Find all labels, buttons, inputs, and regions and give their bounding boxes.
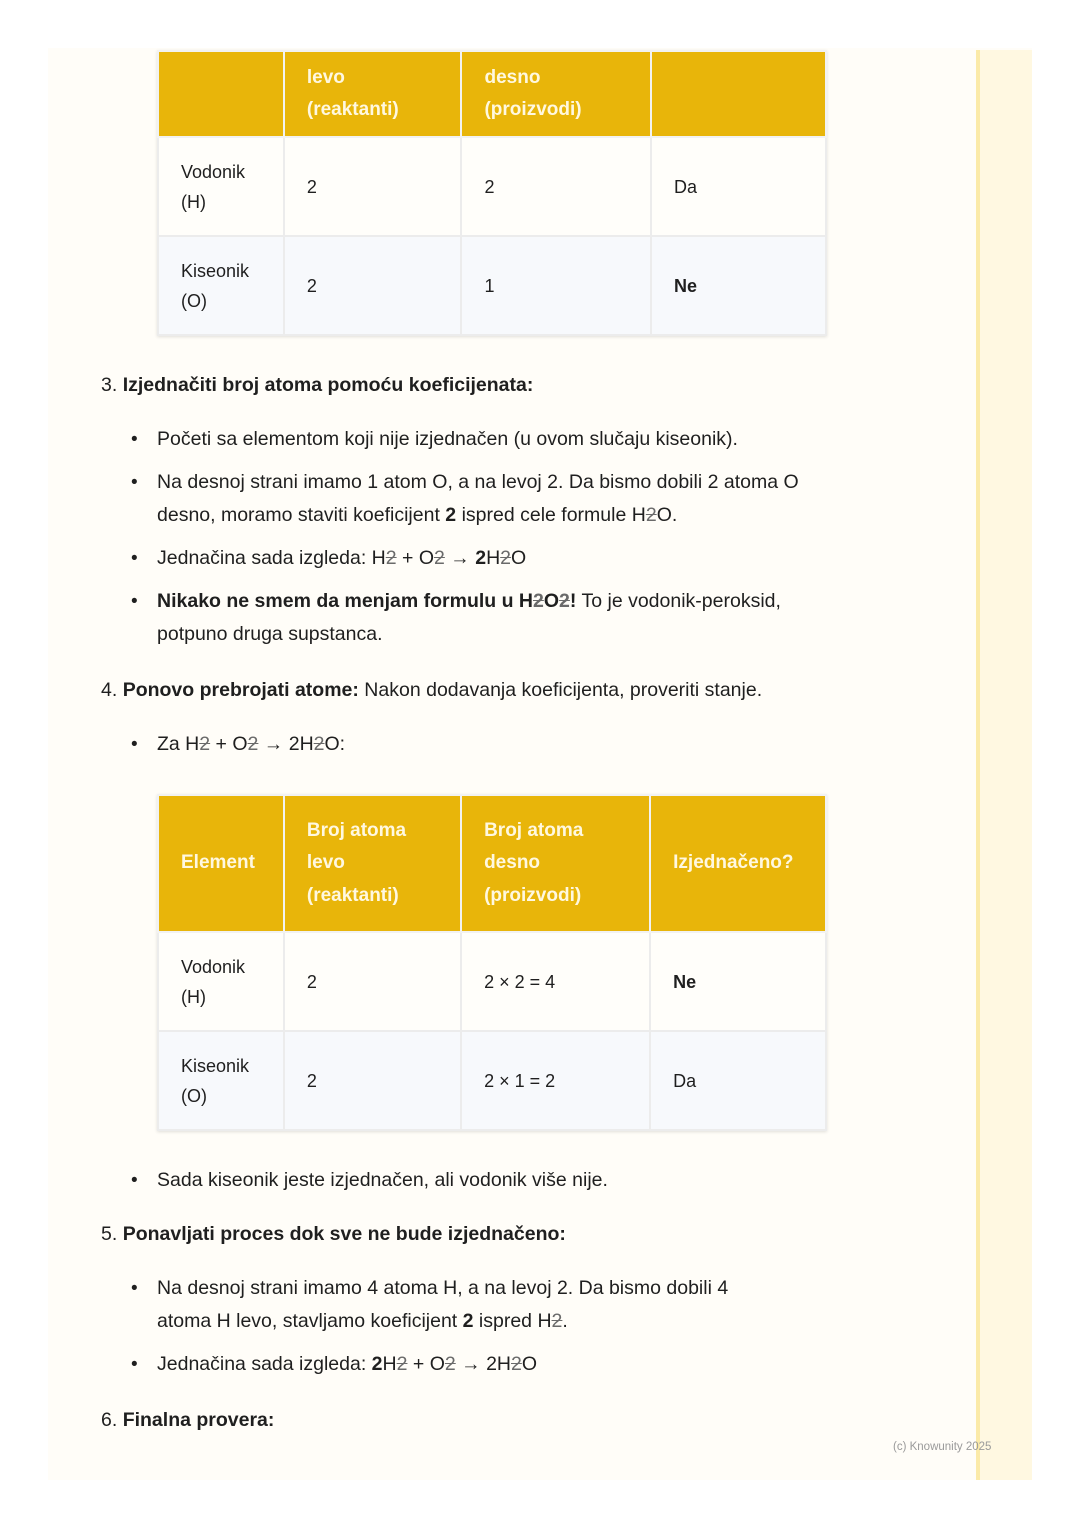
step-4-list — [131, 728, 831, 761]
text: ispred H — [473, 1310, 552, 1332]
list-item — [131, 542, 831, 575]
step-title: Ponovo prebrojati atome: — [122, 679, 359, 701]
text: H — [382, 1353, 397, 1375]
copyright-footer: (c) Knowunity 2025 — [893, 1441, 992, 1453]
arrow: → — [444, 547, 476, 569]
table-row — [158, 932, 826, 1031]
step-5-heading — [101, 1219, 566, 1249]
element-cell: Vodonik (H) — [158, 137, 284, 236]
subscript: 2 — [559, 590, 570, 612]
balanced-cell: Ne — [650, 932, 826, 1031]
left-count-cell: 2 — [284, 137, 462, 236]
coefficient: 2 — [475, 547, 487, 569]
step-3-list — [131, 423, 831, 651]
header-cell: Izjednačeno? — [650, 795, 826, 932]
header-cell: levo (reaktanti) — [284, 51, 462, 137]
list-item — [131, 585, 831, 651]
step-4-heading — [101, 675, 762, 705]
list-item — [131, 1348, 831, 1381]
left-count-cell: 2 — [284, 1031, 461, 1130]
list-item — [131, 423, 831, 456]
subscript: 2 — [444, 1353, 456, 1375]
step-number: 3. — [101, 374, 118, 396]
subscript: 2 — [500, 547, 512, 569]
warning-text: ! — [569, 590, 577, 612]
step-title: Izjednačiti broj atoma pomoću koeficijenata: — [122, 374, 534, 396]
text: Na desnoj strani imamo 4 atoma H, a na levoj 2. Da bismo dobili 4 atoma H levo, stavljamo koeficijent — [157, 1277, 729, 1332]
header-cell: Broj atoma desno (proizvodi) — [461, 795, 650, 932]
header-cell: Broj atoma levo (reaktanti) — [284, 795, 461, 932]
list-item — [131, 1164, 831, 1197]
after-table-list — [131, 1164, 831, 1197]
right-count-cell: 2 × 2 = 4 — [461, 932, 650, 1031]
header-cell: desno (proizvodi) — [461, 51, 651, 137]
text: Na desnoj strani imamo 1 atom O, a na levoj 2. Da bismo dobili 2 atoma O desno, moramo staviti koeficijent — [157, 471, 799, 526]
atom-count-table-2 — [157, 794, 827, 1131]
text: O: — [324, 733, 346, 755]
text: + O — [407, 1353, 445, 1375]
subscript: 2 — [199, 733, 211, 755]
text: Jednačina sada izgleda: H — [157, 547, 386, 569]
subscript: 2 — [511, 1353, 522, 1375]
text: O — [511, 547, 527, 569]
text: O. — [656, 504, 678, 526]
subscript: 2 — [396, 1353, 408, 1375]
left-count-cell: 2 — [284, 932, 461, 1031]
step-text: Nakon dodavanja koeficijenta, proveriti stanje. — [358, 679, 763, 701]
subscript: 2 — [247, 733, 259, 755]
right-count-cell: 2 — [461, 137, 651, 236]
step-3-heading — [101, 370, 533, 400]
text: + O — [396, 547, 435, 569]
text: → 2H — [258, 733, 314, 755]
text: . — [562, 1310, 568, 1332]
subscript: 2 — [533, 590, 544, 612]
coefficient: 2 — [445, 504, 457, 526]
step-title: Ponavljati proces dok sve ne bude izjednačeno: — [122, 1223, 566, 1245]
text: Za H — [157, 733, 200, 755]
subscript: 2 — [313, 733, 325, 755]
step-number: 4. — [101, 679, 118, 701]
text: To je vodonik-peroksid, potpuno druga supstanca. — [157, 590, 781, 645]
subscript: 2 — [551, 1310, 563, 1332]
text: O — [521, 1353, 538, 1375]
subscript: 2 — [385, 547, 397, 569]
table-row — [158, 137, 826, 236]
warning-text: Nikako ne smem da menjam formulu u H — [157, 590, 534, 612]
table-header-row — [158, 51, 826, 137]
element-cell: Kiseonik (O) — [158, 236, 284, 335]
step-5-list — [131, 1272, 831, 1381]
list-item — [131, 1272, 831, 1338]
step-number: 6. — [101, 1409, 118, 1431]
subscript: 2 — [645, 504, 657, 526]
text: ispred cele formule H — [456, 504, 646, 526]
balanced-cell: Da — [650, 1031, 826, 1130]
step-6-heading — [101, 1405, 274, 1435]
text: + O — [210, 733, 248, 755]
text: Jednačina sada izgleda: — [157, 1353, 372, 1375]
header-cell: Element — [158, 795, 284, 932]
side-rail — [976, 50, 1032, 1480]
step-title: Finalna provera: — [122, 1409, 275, 1431]
text: → 2H — [455, 1353, 511, 1375]
warning-text: O — [543, 590, 560, 612]
step-number: 5. — [101, 1223, 118, 1245]
list-item-text: Početi sa elementom koji nije izjednačen (u ovom slučaju kiseonik). — [157, 428, 738, 450]
subscript: 2 — [434, 547, 445, 569]
atom-count-table-1 — [157, 50, 827, 336]
left-count-cell: 2 — [284, 236, 462, 335]
element-cell: Kiseonik (O) — [158, 1031, 284, 1130]
table-row — [158, 1031, 826, 1130]
header-cell — [158, 51, 284, 137]
balanced-cell: Da — [651, 137, 826, 236]
table-row — [158, 236, 826, 335]
header-cell — [651, 51, 826, 137]
right-count-cell: 2 × 1 = 2 — [461, 1031, 650, 1130]
table-header-row — [158, 795, 826, 932]
list-item — [131, 466, 831, 532]
list-item-text: Sada kiseonik jeste izjednačen, ali vodonik više nije. — [157, 1169, 608, 1191]
coefficient: 2 — [462, 1310, 474, 1332]
right-count-cell: 1 — [461, 236, 651, 335]
list-item — [131, 728, 831, 761]
text: H — [486, 547, 501, 569]
element-cell: Vodonik (H) — [158, 932, 284, 1031]
balanced-cell: Ne — [651, 236, 826, 335]
coefficient: 2 — [371, 1353, 383, 1375]
